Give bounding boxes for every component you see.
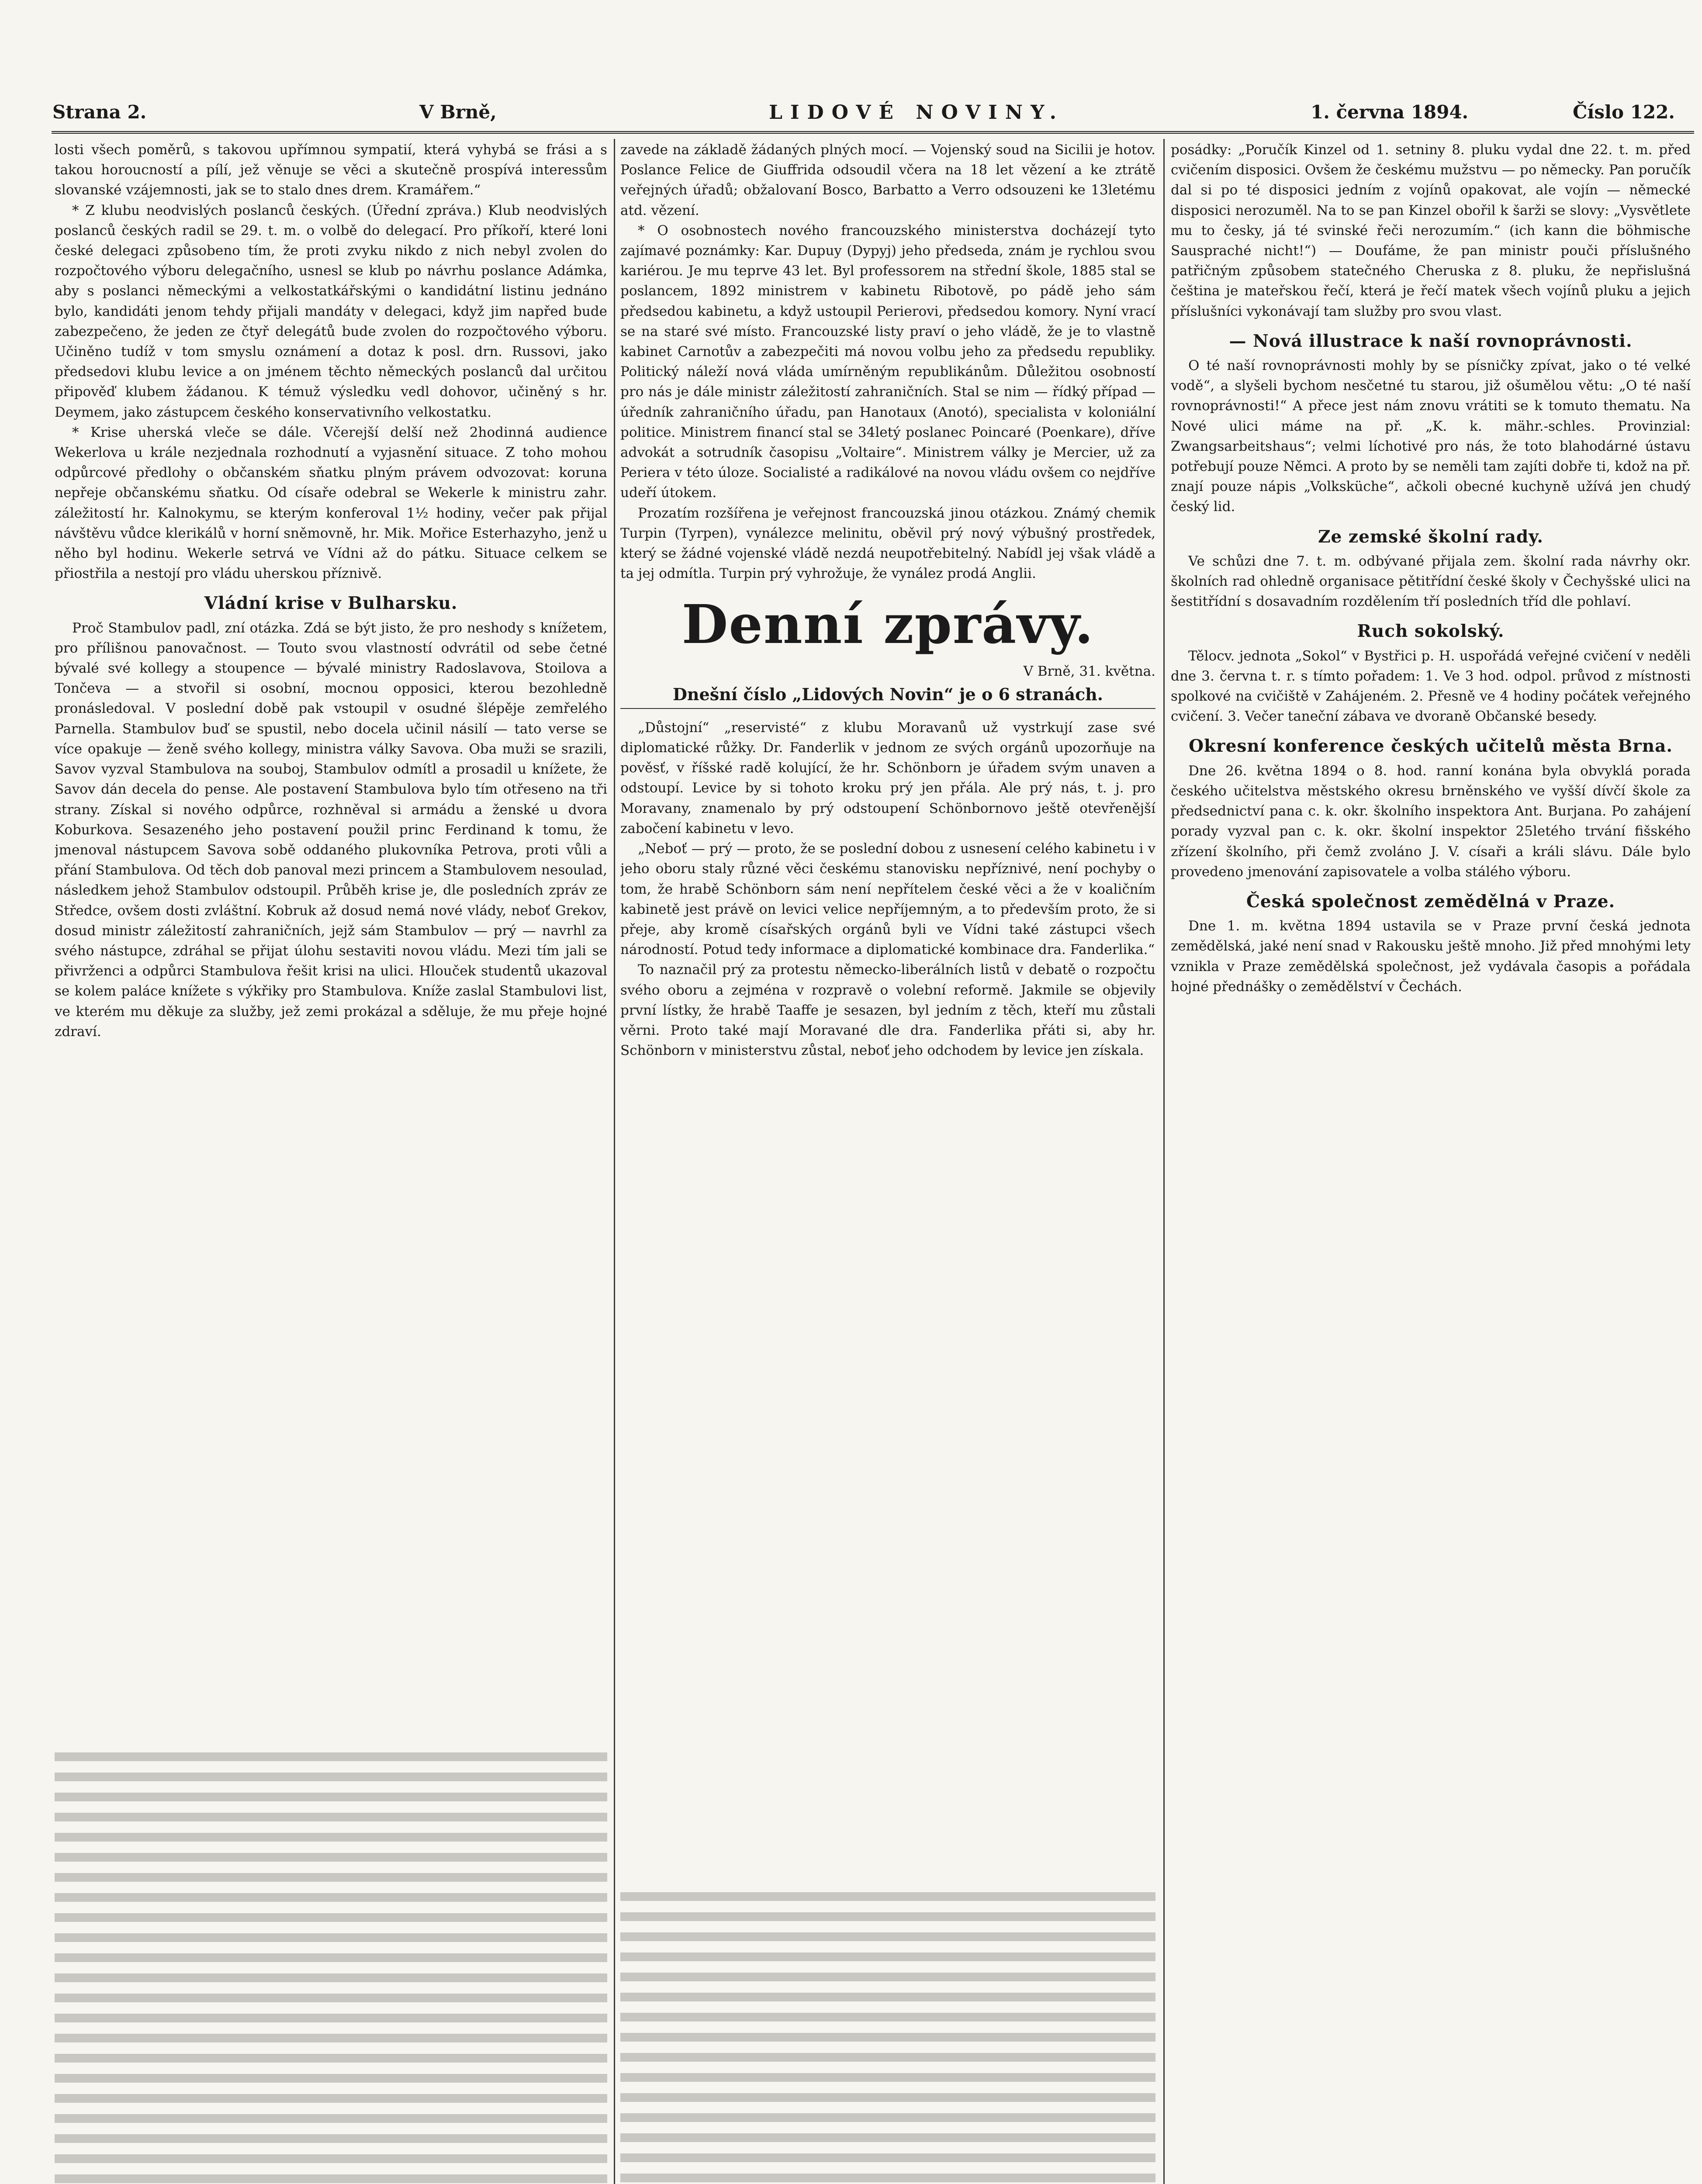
section-heading: Okresní konference českých učitelů města Brna. xyxy=(1189,736,1673,757)
section-heading: Vládní krise v Bulharsku. xyxy=(204,593,458,614)
dateline: V Brně, 31. května. xyxy=(1023,663,1155,680)
article-paragraph: Dne 1. m. května 1894 ustavila se v Praze první česká jednota zemědělská, jaké není snad v Rakousku ještě mnoho. Již před mnohými lety vznikla v Praze zemědělská společnost, jež vydávala časopis a pořádala hojné přednášky o zemědělství v Čechách. xyxy=(1171,918,1691,995)
column-divider xyxy=(614,139,615,2184)
header-rule xyxy=(52,131,1694,134)
article-paragraph: Dne 26. května 1894 o 8. hod. ranní konána byla obvyklá porada českého učitelstva městského okresu brněnského ve vyšší dívčí škole za předsednictví pana c. k. okr. školního inspektora Ant. Burjana. Po zahájení porady vyzval pan c. k. okr. školní inspektor 25letého trvání fišského zřízení školního, při čemž zvoláno J. V. císaři a králi slávu. Dále bylo provedeno jmenování zapisovatele a volba stálého výboru. xyxy=(1171,763,1691,880)
dateline-place: V Brně, xyxy=(419,101,497,123)
article-paragraph: „Důstojní“ „reservisté“ z klubu Moravanů už vystrkují zase své diplomatické růžky. Dr. Fanderlik v jednom ze svých orgánů upozorňuje na pověsť, v říšské radě kolující, že hr. Schönborn je úřadem svým unaven a odstoupí. Levice by si tohoto kroku prý jen přála. Ale prý nás, t. j. pro Moravany, znamenalo by prý odstoupení Schönbornovo ještě otevřenější zabočení kabinetu v levo. xyxy=(620,719,1155,836)
section-heading: Ze zemské školní rady. xyxy=(1318,526,1543,547)
page-count-notice: Dnešní číslo „Lidových Novin“ je o 6 stranách. xyxy=(620,684,1155,709)
section-heading: — Nová illustrace k naší rovnoprávnosti. xyxy=(1229,331,1633,351)
article-paragraph: * Krise uherská vleče se dále. Včerejší delší než 2hodinná audience Wekerlova u krále nezjednala rozhodnutí a vyjasnění situace. Z toho mohou odpůrcové předlohy o občanském sňatku plným právem odvozovat: koruna nepřeje občanskému sňatku. Od císaře odebral se Wekerle k ministru zahr. záležitostí hr. Kalnokymu, se kterým konferoval 1½ hodiny, večer pak přijal návštěvu vůdce klerikálů v horní sněmovně, hr. Mik. Mořice Esterhazyho, jenž u něho byl hodinu. Wekerle setrvá ve Vídni až do pátku. Situace celkem se přiostřila a nestojí pro vládu uherskou příznivě. xyxy=(55,424,607,582)
column-3 xyxy=(1171,140,1691,2184)
article-paragraph: Ve schůzi dne 7. t. m. odbývané přijala zem. školní rada návrhy okr. školních rad ohledně organisace pětitřídní české školy v Čechyšské ulici na šestitřídní s dosavadním rozdělením tří posledních tříd dle pohlaví. xyxy=(1171,553,1691,610)
article-paragraph: posádky: „Poručík Kinzel od 1. setniny 8. pluku vydal dne 22. t. m. před cvičením disposici. Ovšem že českému mužstvu — po německy. Pan poručík dal si po té disposici jedním z vojínů opakovat, ale vojín — německé disposici nerozuměl. Na to se pan Kinzel obořil k šarži se slovy: „Vysvětlete mu to česky, já té svinské řeči nerozumím.“ (ich kann die böhmische Sauspraché nicht!“) — Doufáme, že pan ministr pouči příslušného patřičným způsobem statečného Cheruska z 8. pluku, že nepřislušná čeština je mateřskou řečí, která je řečí matek všech vojínů pluku a jejich příslušníci vykonávají tam služby pro svou vlast. xyxy=(1171,142,1691,319)
masthead-title: LIDOVÉ NOVINY. xyxy=(769,101,1064,124)
article-paragraph: * O osobnostech nového francouzského ministerstva docházejí tyto zajímavé poznámky: Kar. Dupuy (Dypyj) jeho předseda, znám je rychlou svou kariérou. Je mu teprve 43 let. Byl professorem na střední škole, 1885 stal se poslancem, 1892 ministrem v kabinetu Ribotově, po pádě jeho sám předsedou kabinetu, a když ustoupil Perierovi, předsedou komory. Nyní vrací se na staré své místo. Francouzské listy praví o jeho vládě, že je to vlastně kabinet Carnotův a zabezpečiti má novou volbu jeho za předsedu republiky. Politický náleží nová vláda umírněným republikánům. Důležitou osobností pro nás je dále ministr záležitostí zahraničních. Stal se nim — řídký případ — úředník zahraničního úřadu, pan Hanotaux (Anotó), specialista v koloniální politice. Ministrem financí stal se 34letý poslanec Poincaré (Poenkare), dříve advokát a sotrudník časopisu „Voltaire“. Ministrem války je Mercier, už za Periera v této úloze. Socialisté a radikálové na novou vládu ovšem co nejdříve udeří útokem. xyxy=(620,222,1155,501)
article-paragraph: „Neboť — prý — proto, že se poslední dobou z usnesení celého kabinetu i v jeho oboru staly různé věci českému stanovisku nepříznivé, není pochyby o tom, že hrabě Schönborn sám není nepřítelem české věci a že v koaličním kabinetě jest právě on levici velice nepříjemným, a to především proto, že si přeje, aby kromě císařských orgánů byli ve Vídni také zástupci všech národností. Potud tedy informace a diplomatické kombinace dra. Fanderlika.“ xyxy=(620,841,1155,958)
illegible-text-block xyxy=(55,1747,607,2184)
section-title: Denní zprávy. xyxy=(681,593,1094,656)
issue-date: 1. června 1894. xyxy=(1311,101,1469,123)
issue-number: Číslo 122. xyxy=(1573,101,1675,123)
article-paragraph: zavede na základě žádaných plných mocí. — Vojenský soud na Sicilii je hotov. Poslance Felice de Giuffrida odsoudil včera na 18 let vězení a ke ztrátě veřejných úřadů; obžalovaní Bosco, Barbatto a Verro odsouzeni ke 13letému atd. vězení. xyxy=(620,142,1155,218)
article-paragraph: Tělocv. jednota „Sokol“ v Bystřici p. H. uspořádá veřejné cvičení v neděli dne 3. června t. r. s tímto pořadem: 1. Ve 3 hod. odpol. průvod z místnosti spolkové na cvičiště v Zahájeném. 2. Přesně ve 4 hodiny počátek veřejného cvičení. 3. Večer taneční zábava ve dvoraně Občanské besedy. xyxy=(1171,648,1691,725)
column-1 xyxy=(55,140,607,2184)
article-paragraph: * Z klubu neodvislých poslanců českých. (Úřední zpráva.) Klub neodvislých poslanců českých radil se 29. t. m. o volbě do delegací. Pro příkoří, které loni české delegaci způsobeno tím, že proti zvyku nikdo z nich nebyl zvolen do rozpočtového výboru delegačního, usnesl se klub po návrhu poslance Adámka, aby s poslanci německými a velkostatkářskými o kandidátní listinu jednáno bylo, kandidáti jenom tehdy přijali mandáty v delegaci, když jim napřed bude zabezpečeno, že jeden ze čtyř delegátů bude zvolen do rozpočtového výboru. Učiněno tudíž v tom smyslu oznámení a dotaz k posl. drn. Russovi, jako předsedovi klubu levice a on jménem těchto německých poslanců dal určitou připověď klubem žádanou. K témuž výsledku vedl dohovor, učiněný s hr. Deymem, jako zástupcem českého konservativního velkostatku. xyxy=(55,202,607,420)
illegible-text-block xyxy=(620,1887,1155,2184)
column-2 xyxy=(620,140,1155,2184)
article-paragraph: To naznačil prý za protestu německo-liberálních listů v debatě o rozpočtu svého oboru a zejména v rozpravě o volební reformě. Jakmile se objevily první lístky, že hrabě Taaffe je sesazen, byl jedním z těch, kteří mu zůstali věrni. Proto také mají Moravané dle dra. Fanderlika přáti si, aby hr. Schönborn v ministerstvu zůstal, neboť jeho odchodem by levice jen získala. xyxy=(620,962,1155,1059)
article-paragraph: Prozatím rozšířena je veřejnost francouzská jinou otázkou. Známý chemik Turpin (Tyrpen), vynálezce melinitu, oběvil prý nový výbušný prostředek, který se žádné vojenské vládě nezdá neupotřebitelný. Nabídl jej však vládě a ta jej odmítla. Turpin prý vyhrožuje, že vynález prodá Anglii. xyxy=(620,505,1155,582)
article-paragraph: O té naší rovnoprávnosti mohly by se písničky zpívat, jako o té velké vodě“, a slyšeli bychom nesčetné tu starou, již ošumělou větu: „O té naší rovnoprávnosti!“ A přece jest nám znovu vrátiti se k tomuto thematu. Na Nové ulici máme na př. „K. k. mähr.-schles. Provinzial: Zwangsarbeitshaus“; velmi líchotivé pro nás, že toto blahodárné ústavu potřebují pouze Němci. A proto by se neměli tam zajíti dobře ti, kdož na př. znají pouze nápis „Volksküche“, ačkoli obecné kuchyně užívá jen chudý český lid. xyxy=(1171,358,1691,515)
page-number: Strana 2. xyxy=(52,101,147,123)
article-paragraph: Proč Stambulov padl, zní otázka. Zdá se být jisto, že pro neshody s knížetem, pro přílišnou panovačnost. — Touto svou vlastností odvrátil od sebe četné bývalé své kollegy a stoupence — bývalé ministry Radoslavova, Stoilova a Tončeva — a stvořil si osobní, mocnou opposici, kterou bezohledně pronásledoval. V poslední době pak vstoupil v osudné šlépěje zemřelého Parnella. Stambulov buď se spustil, nebo docela učinil násilí — tato verse se více opakuje — ženě svého kollegy, ministra války Savova. Oba muži se srazili, Savov vyzval Stambulova na souboj, Stambulov odmítl a prosadil u knížete, že Savov dán decela do pense. Ale postavení Stambulova bylo tím otřeseno na tři strany. Získal si nového odpůrce, rozhněval si armádu a ženské u dvora Koburkova. Sesazeného jeho postavení použil princ Ferdinand k tomu, že jmenoval nástupcem Savova sobě oddaného plukovníka Petrova, proti vůli a přání Stambulova. Od těch dob panoval mezi princem a Stambulovem nesoulad, následkem jehož Stambulov odstoupil. Průběh krise je, dle posledních zpráv ze Středce, ovšem dosti zvláštní. Kobruk až dosud nemá nové vlády, neboť Grekov, dosud ministr záležitostí zahraničních, jejž sám Stambulov — prý — navrhl za svého nástupce, zdráhal se přijat úlohu sestaviti novou vládu. Mezi tím jali se přivrženci a odpůrci Stambulova řešit krisi na ulici. Hlouček studentů ukazoval se kolem paláce knížete s výkřiky pro Stambulova. Kníže zaslal Stambulovi list, ve kterém mu děkuje za služby, jež zemi prokázal a sděluje, že mu přeje hojné zdraví. xyxy=(55,620,607,1040)
section-heading: Česká společnost zemědělná v Praze. xyxy=(1246,891,1616,912)
section-heading: Ruch sokolský. xyxy=(1357,621,1505,642)
article-paragraph: losti všech poměrů, s takovou upřímnou sympatií, která vyhybá se frási a s takou horoucností a pílí, jež věnuje se věci a skutečně prospívá interessům slovanské vzájemnosti, jak se to stalo dnes drem. Kramářem.“ xyxy=(55,142,607,198)
column-divider xyxy=(1163,139,1165,2184)
